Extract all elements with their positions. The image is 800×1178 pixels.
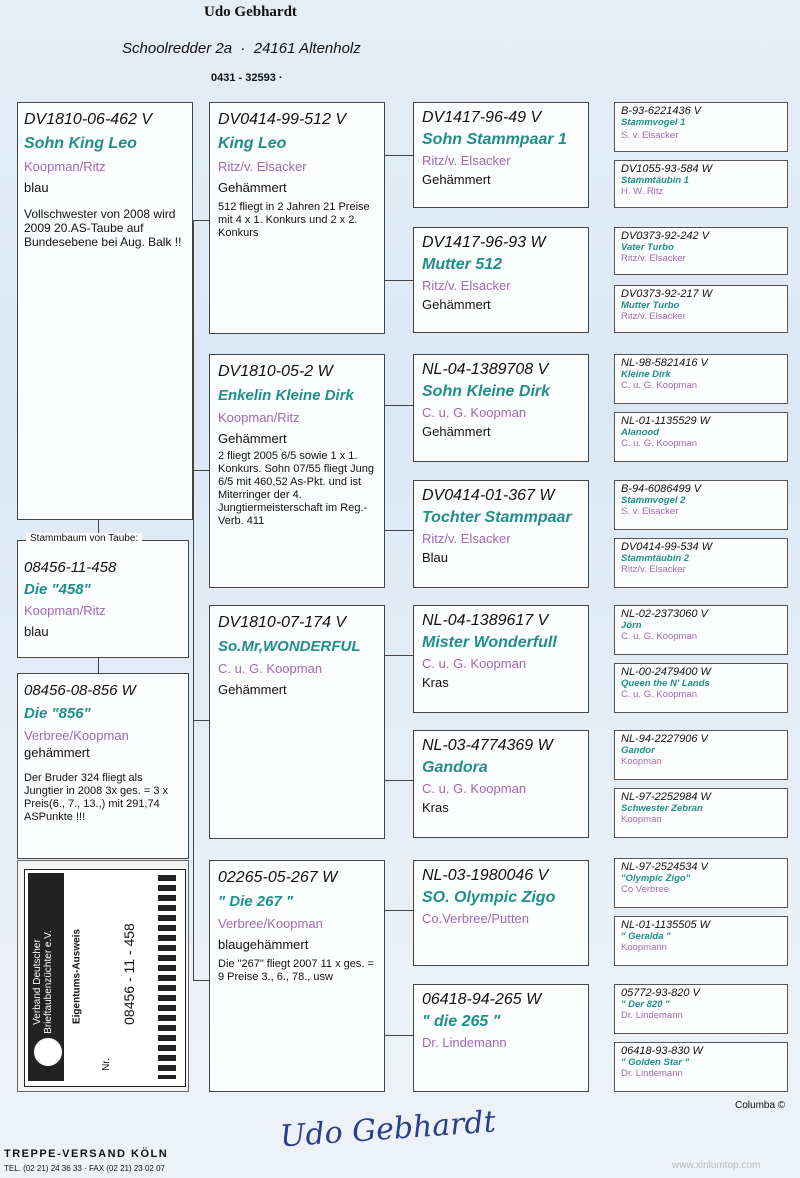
gen3-name: Jörn (621, 620, 642, 631)
gen3-owner: C. u. G. Koopman (621, 380, 698, 391)
gen1-name: So.Mr,WONDERFUL (218, 638, 361, 655)
breeder-name: Udo Gebhardt (204, 4, 297, 20)
subject-name: Sohn King Leo (24, 135, 137, 152)
gen1-color: Gehämmert (218, 180, 287, 195)
gen3-owner: Dr. Lindemann (621, 1068, 683, 1079)
gen3-name: " Der 820 " (621, 999, 670, 1010)
gen2-ring: 06418-94-265 W (422, 991, 542, 1008)
gen1-note: Die "267" fliegt 2007 11 x ges. = 9 Preise 3., 6., 78., usw (218, 958, 374, 983)
gen1-box (209, 605, 385, 839)
gen3-owner: C. u. G. Koopman (621, 438, 698, 449)
gen2-color: Kras (422, 675, 449, 690)
gen3-name: Kleine Dirk (621, 369, 671, 380)
gen3-name: Gandor (621, 745, 655, 756)
gen2-ring: NL-04-1389617 V (422, 612, 549, 629)
gen3-name: "Olympic Zigo" (621, 873, 691, 884)
gen2-box (413, 480, 589, 588)
gen3-box (614, 858, 788, 908)
gen3-name: Stammtäubin 2 (621, 553, 690, 564)
gen3-ring: DV1055-93-584 W (621, 163, 713, 175)
gen1-name: " Die 267 " (218, 893, 294, 910)
gen3-box (614, 984, 788, 1034)
publisher-name: TREPPE-VERSAND KÖLN (4, 1148, 169, 1160)
gen3-box (614, 102, 788, 152)
stammbaum-label: Stammbaum von Taube: (26, 533, 142, 544)
gen3-ring: DV0373-92-217 W (621, 288, 713, 300)
card-number: 08456 - 11 - 458 (121, 923, 137, 1025)
gen3-name: Mutter Turbo (621, 300, 680, 311)
gen3-box (614, 227, 788, 275)
gen2-ring: DV1417-96-49 V (422, 109, 542, 126)
gen2-owner: Co.Verbree/Putten (422, 911, 529, 926)
gen3-owner: H. W. Ritz (621, 186, 664, 197)
gen3-box (614, 538, 788, 588)
gen3-owner: C. u. G. Koopman (621, 631, 698, 642)
gen1-owner: Verbree/Koopman (218, 916, 323, 931)
side2-owner: Verbree/Koopman (24, 728, 129, 743)
gen2-color: Gehämmert (422, 424, 491, 439)
side-box-458 (17, 533, 189, 658)
gen3-ring: NL-98-5821416 V (621, 357, 708, 369)
side1-ring: 08456-11-458 (24, 559, 117, 576)
gen3-name: Alanood (621, 427, 659, 438)
gen3-owner: Koopmann (621, 942, 667, 953)
gen1-owner: C. u. G. Koopman (218, 661, 323, 676)
gen3-box (614, 480, 788, 530)
gen2-name: Sohn Kleine Dirk (422, 383, 551, 400)
gen2-name: SO. Olympic Zigo (422, 889, 556, 906)
gen3-box (614, 412, 788, 462)
gen3-ring: DV0414-99-534 W (621, 541, 713, 553)
gen3-owner: Koopman (621, 756, 662, 767)
gen1-box (209, 354, 385, 588)
gen2-ring: NL-04-1389708 V (422, 361, 549, 378)
subject-box (17, 102, 193, 520)
gen2-box (413, 354, 589, 462)
gen1-name: Enkelin Kleine Dirk (218, 387, 354, 404)
gen3-box (614, 285, 788, 333)
gen3-ring: B-93-6221436 V (621, 105, 702, 117)
gen3-name: " Golden Star " (621, 1057, 690, 1068)
gen3-owner: Ritz/v. Elsacker (621, 564, 686, 575)
subject-note: Vollschwester von 2008 wird 2009 20.AS-Taube auf Bundesebene bei Aug. Balk !! (24, 207, 182, 249)
gen3-box (614, 788, 788, 838)
breeder-phone: 0431 - 32593 · (211, 72, 283, 84)
gen2-color: Gehämmert (422, 297, 491, 312)
gen3-ring: DV0373-92-242 V (621, 230, 710, 242)
gen2-name: Mister Wonderfull (422, 634, 557, 651)
gen1-color: Gehämmert (218, 682, 287, 697)
gen3-name: Schwester Zebran (621, 803, 703, 814)
gen2-name: " die 265 " (422, 1013, 501, 1030)
gen3-box (614, 730, 788, 780)
gen1-ring: DV1810-05-2 W (218, 363, 333, 380)
gen2-ring: NL-03-4774369 W (422, 737, 553, 754)
gen3-ring: NL-94-2227906 V (621, 733, 708, 745)
gen2-box (413, 227, 589, 333)
gen2-ring: DV1417-96-93 W (422, 234, 546, 251)
gen1-box (209, 102, 385, 334)
ownership-card (17, 860, 189, 1092)
gen3-box (614, 916, 788, 966)
copyright-text: Columba © (735, 1100, 786, 1111)
gen1-note: 512 fliegt in 2 Jahren 21 Preise mit 4 x 1. Konkurs und 2 x 2. Konkurs (218, 201, 370, 239)
gen2-owner: Ritz/v. Elsacker (422, 278, 511, 293)
gen1-color: Gehämmert (218, 431, 287, 446)
gen3-owner: Koopman (621, 814, 662, 825)
gen3-owner: Ritz/v. Elsacker (621, 311, 686, 322)
gen3-box (614, 160, 788, 208)
gen2-name: Mutter 512 (422, 256, 503, 273)
gen3-owner: Co Verbree (621, 884, 670, 895)
gen2-color: Gehämmert (422, 172, 491, 187)
gen1-name: King Leo (218, 135, 287, 152)
card-title: Eigentums-Ausweis (71, 928, 83, 1025)
gen3-name: Stammvogel 2 (621, 495, 686, 506)
gen3-ring: 06418-93-830 W (621, 1045, 703, 1057)
side2-note: Der Bruder 324 fliegt als Jungtier in 2008 3x ges. = 3 x Preis(6., 7., 13.,) mit 291,74 ASPunkte !!! (24, 772, 169, 823)
gen3-ring: NL-97-2252984 W (621, 791, 711, 803)
gen1-ring: 02265-05-267 W (218, 869, 338, 886)
gen2-owner: C. u. G. Koopman (422, 405, 527, 420)
publisher-contact: TEL. (02 21) 24 36 33 · FAX (02 21) 23 02 07 (4, 1164, 165, 1173)
gen3-box (614, 1042, 788, 1092)
side1-owner: Koopman/Ritz (24, 603, 106, 618)
gen3-owner: Dr. Lindemann (621, 1010, 683, 1021)
gen3-owner: S. v. Elsacker (621, 130, 679, 141)
gen3-name: " Geralda " (621, 931, 671, 942)
gen2-box (413, 730, 589, 838)
gen3-name: Stammtäubin 1 (621, 175, 690, 186)
gen2-box (413, 860, 589, 966)
gen3-box (614, 605, 788, 655)
subject-ring: DV1810-06-462 V (24, 111, 153, 128)
gen2-owner: Dr. Lindemann (422, 1035, 507, 1050)
gen1-owner: Koopman/Ritz (218, 410, 300, 425)
gen2-owner: C. u. G. Koopman (422, 781, 527, 796)
gen2-owner: C. u. G. Koopman (422, 656, 527, 671)
gen3-ring: NL-00-2479400 W (621, 666, 711, 678)
gen2-name: Sohn Stammpaar 1 (422, 131, 567, 148)
gen2-ring: NL-03-1980046 V (422, 867, 549, 884)
card-prefix: Nr. (100, 1058, 112, 1071)
gen1-box (209, 860, 385, 1092)
subject-color: blau (24, 180, 49, 195)
side-box-856 (17, 673, 189, 859)
breeder-address: Schoolredder 2a · 24161 Altenholz (122, 40, 361, 57)
gen2-owner: Ritz/v. Elsacker (422, 531, 511, 546)
gen2-box (413, 102, 589, 208)
signature: Udo Gebhardt (279, 1104, 497, 1155)
gen2-box (413, 984, 589, 1092)
gen3-ring: NL-97-2524534 V (621, 861, 708, 873)
subject-owner: Koopman/Ritz (24, 159, 106, 174)
gen2-name: Gandora (422, 759, 488, 776)
gen1-owner: Ritz/v. Elsacker (218, 159, 307, 174)
gen3-ring: NL-01-1135505 W (621, 919, 711, 931)
gen1-color: blaugehämmert (218, 937, 309, 952)
gen2-box (413, 605, 589, 713)
side1-name: Die "458" (24, 581, 91, 598)
gen2-ring: DV0414-01-367 W (422, 487, 555, 504)
gen2-owner: Ritz/v. Elsacker (422, 153, 511, 168)
side2-ring: 08456-08-856 W (24, 682, 136, 699)
gen3-ring: B-94-6086499 V (621, 483, 702, 495)
gen3-box (614, 663, 788, 713)
gen2-color: Blau (422, 550, 449, 565)
gen3-name: Vater Turbo (621, 242, 674, 253)
gen3-name: Stammvogel 1 (621, 117, 686, 128)
watermark: www.xinlumtop.com (672, 1160, 761, 1171)
side1-color: blau (24, 624, 49, 639)
gen1-ring: DV0414-99-512 V (218, 111, 347, 128)
gen3-owner: S. v. Elsacker (621, 506, 679, 517)
card-org: Verband Deutscher Brieftaubenzüchter e.V. (32, 930, 54, 1034)
gen3-box (614, 354, 788, 404)
gen2-name: Tochter Stammpaar (422, 509, 572, 526)
gen3-ring: 05772-93-820 V (621, 987, 700, 999)
card-pattern-strip (158, 875, 176, 1079)
gen3-name: Queen the N' Lands (621, 678, 710, 689)
gen2-color: Kras (422, 800, 449, 815)
gen1-ring: DV1810-07-174 V (218, 614, 347, 631)
gen3-ring: NL-02-2373060 V (621, 608, 708, 620)
gen3-owner: Ritz/v. Elsacker (621, 253, 686, 264)
gen1-note: 2 fliegt 2005 6/5 sowie 1 x 1. Konkurs. Sohn 07/55 fliegt Jung 6/5 mit 460,52 As-Pkt. und ist Miterringer der 4. Jungtiermeisterschaft im Reg.-Verb. 411 (218, 450, 374, 527)
side2-color: gehämmert (24, 745, 90, 760)
gen3-owner: C. u. G. Koopman (621, 689, 698, 700)
gen3-ring: NL-01-1135529 W (621, 415, 711, 427)
side2-name: Die "856" (24, 705, 91, 722)
